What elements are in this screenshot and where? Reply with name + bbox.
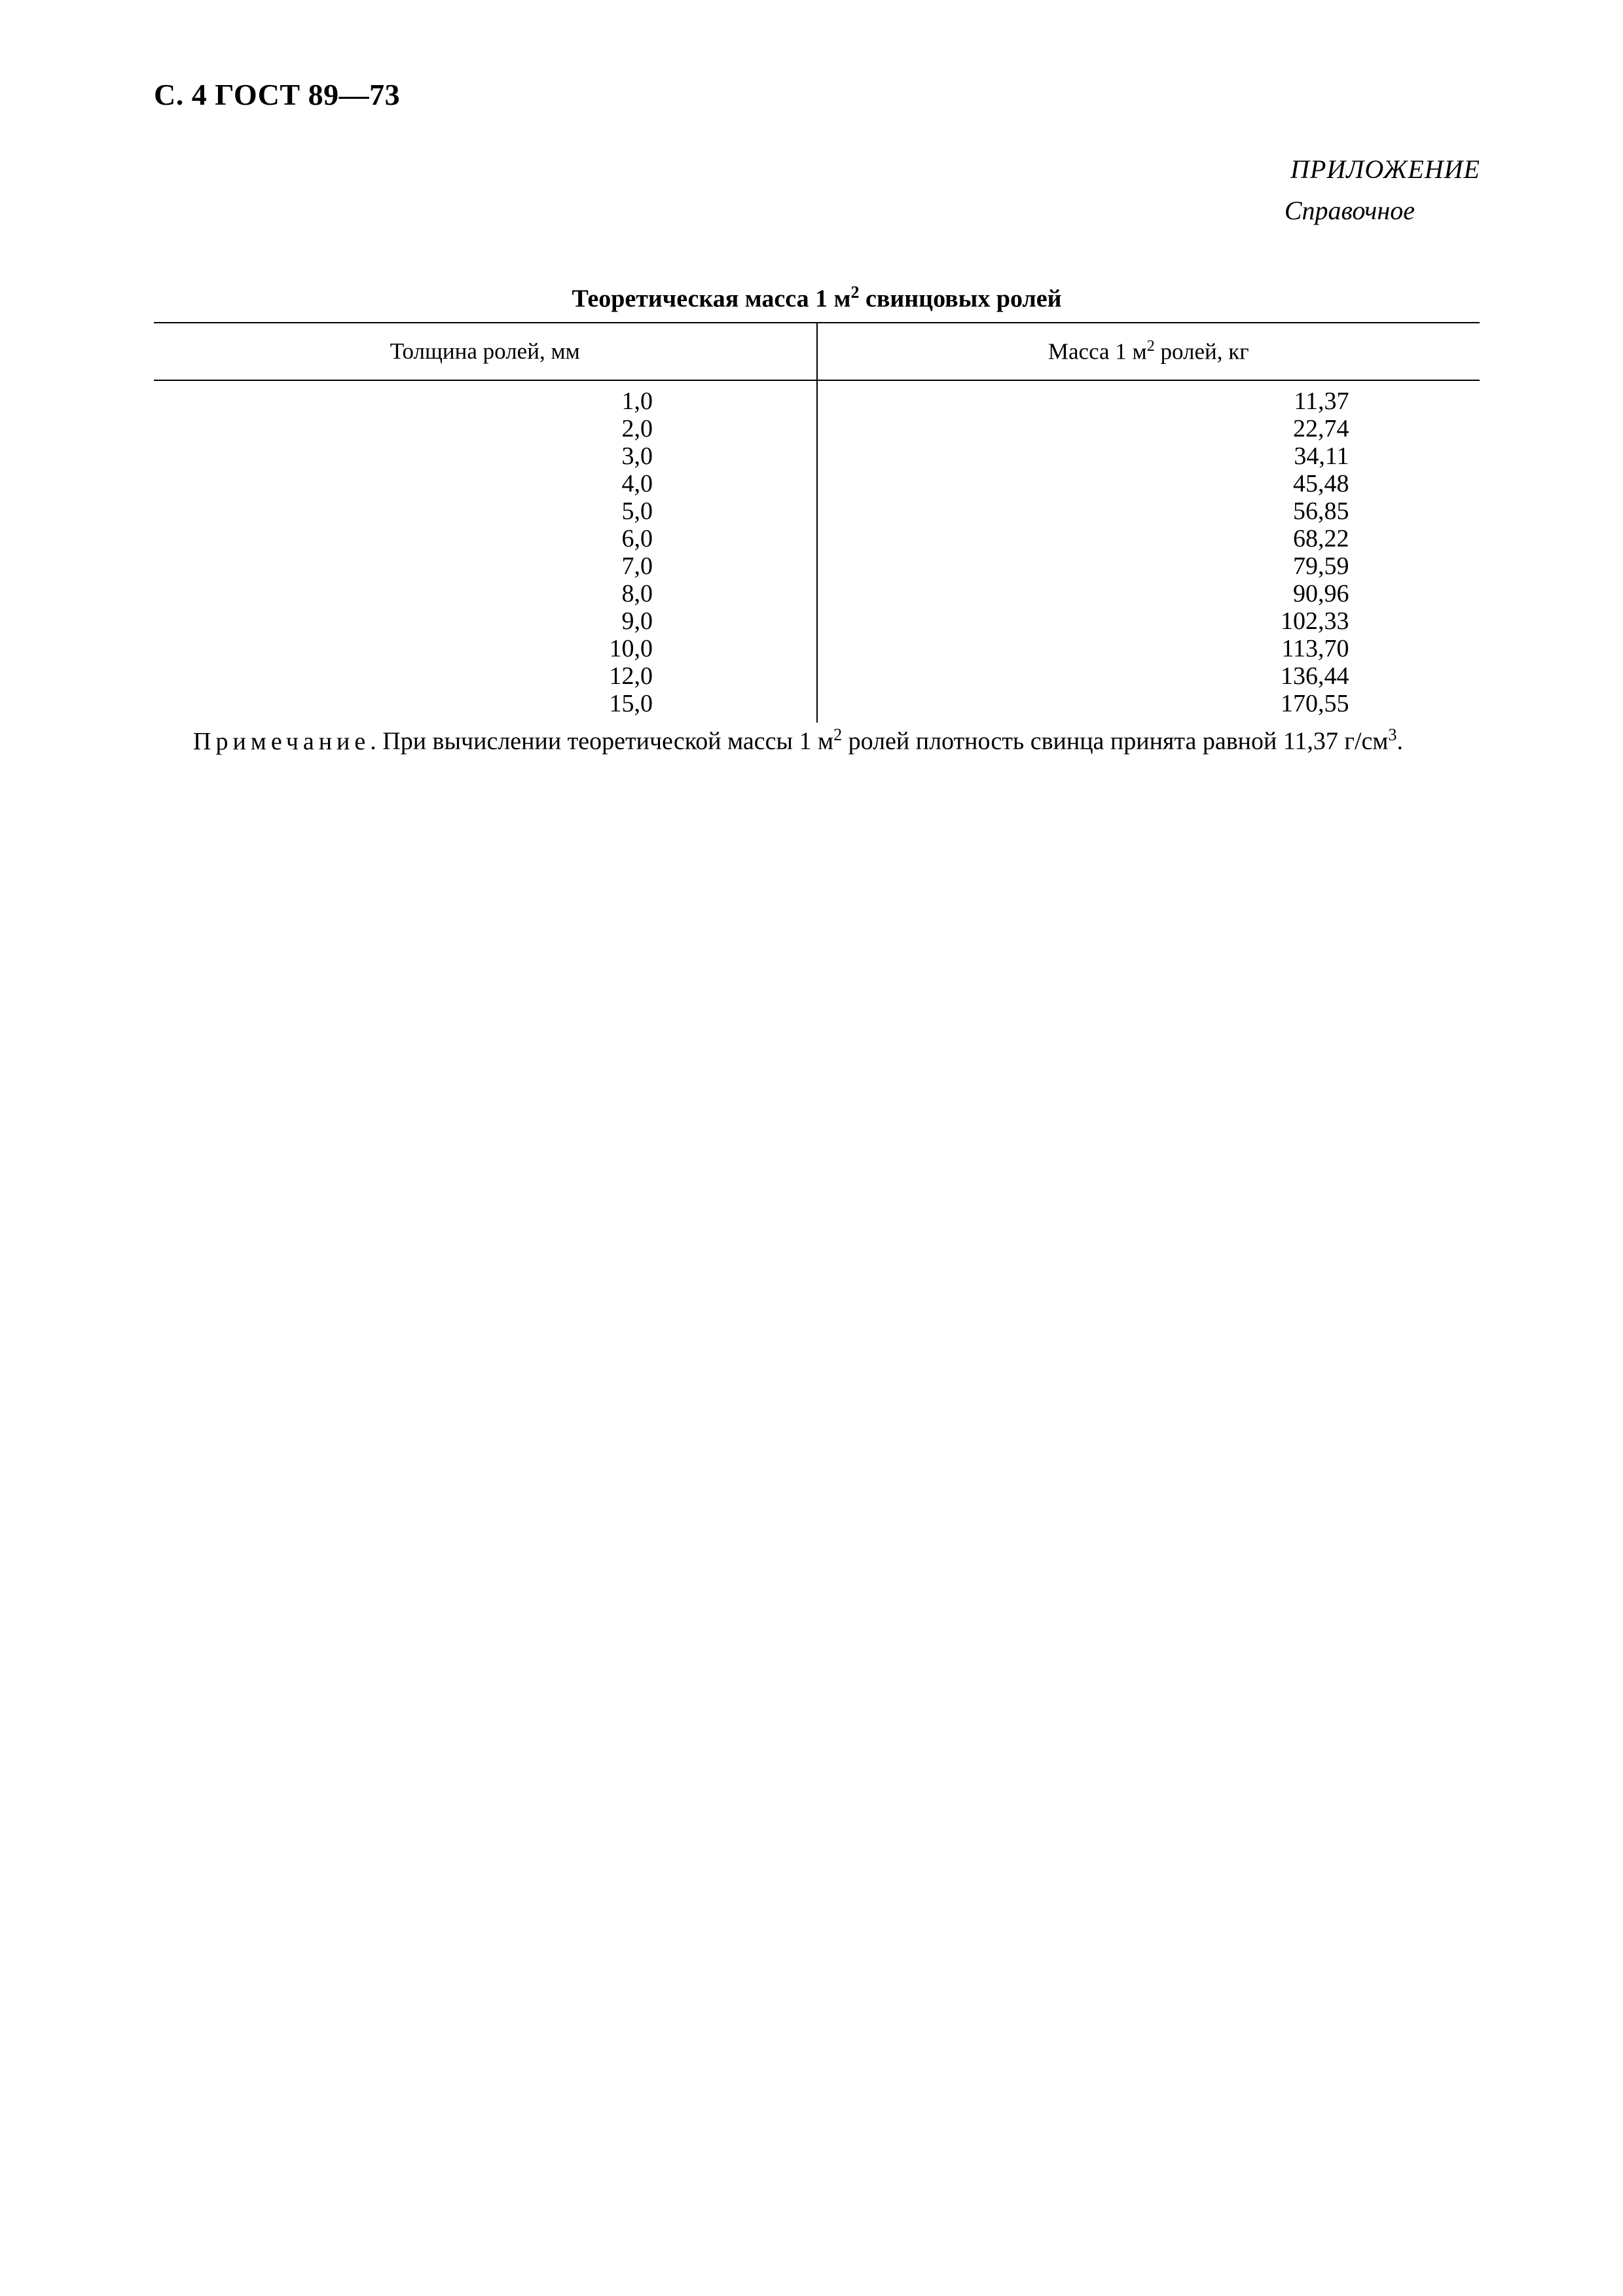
mass-value: 136,44: [1281, 662, 1349, 690]
mass-cell: [817, 497, 1480, 525]
table-row: [154, 662, 1480, 690]
mass-value: 102,33: [1281, 607, 1349, 635]
note: [154, 720, 1480, 757]
thickness-value: 15,0: [609, 690, 653, 717]
mass-cell: [817, 607, 1480, 635]
thickness-cell: [154, 662, 817, 690]
thickness-cell: [154, 690, 817, 723]
thickness-value: 1,0: [621, 387, 653, 415]
mass-cell: [817, 690, 1480, 723]
thickness-cell: [154, 380, 817, 415]
table-row: [154, 380, 1480, 415]
thickness-value: 6,0: [621, 525, 653, 552]
note-text-end: .: [1396, 727, 1403, 755]
table-title-superscript: 2: [850, 283, 860, 302]
mass-value: 79,59: [1293, 552, 1349, 580]
thickness-value: 9,0: [621, 607, 653, 635]
mass-value: 22,74: [1293, 415, 1349, 442]
table-body: [154, 380, 1480, 723]
note-text: . При вычислении теоретической массы 1 м: [370, 727, 834, 755]
thickness-value: 2,0: [621, 415, 653, 442]
mass-cell: [817, 380, 1480, 415]
thickness-cell: [154, 415, 817, 442]
note-superscript-area: 2: [833, 725, 843, 744]
appendix-block: [1285, 152, 1480, 228]
mass-cell: [817, 635, 1480, 662]
note-label: Примечание: [193, 727, 371, 755]
column-header-mass-text: Масса 1 м: [1048, 338, 1147, 365]
table-row: [154, 525, 1480, 552]
mass-value: 90,96: [1293, 580, 1349, 607]
table-title-text: Теоретическая масса 1 м: [572, 285, 851, 313]
mass-value: 56,85: [1293, 497, 1349, 525]
thickness-cell: [154, 580, 817, 607]
table-title: [154, 283, 1480, 314]
thickness-value: 5,0: [621, 497, 653, 525]
table-header-row: [154, 323, 1480, 380]
thickness-value: 4,0: [621, 470, 653, 497]
mass-cell: [817, 580, 1480, 607]
table-row: [154, 415, 1480, 442]
column-header-mass: [817, 323, 1480, 380]
thickness-value: 8,0: [621, 580, 653, 607]
thickness-cell: [154, 470, 817, 497]
note-text-continued: ролей плотность свинца принята равной 11,37 г/см: [842, 727, 1389, 755]
mass-value: 113,70: [1281, 635, 1349, 662]
thickness-value: 12,0: [609, 662, 653, 690]
thickness-cell: [154, 607, 817, 635]
table-title-text-end: свинцовых ролей: [859, 285, 1062, 313]
mass-cell: [817, 525, 1480, 552]
mass-cell: [817, 442, 1480, 470]
mass-cell: [817, 662, 1480, 690]
thickness-cell: [154, 635, 817, 662]
thickness-cell: [154, 497, 817, 525]
thickness-cell: [154, 525, 817, 552]
table-row: [154, 552, 1480, 580]
table-row: [154, 470, 1480, 497]
mass-cell: [817, 415, 1480, 442]
column-header-mass-superscript: 2: [1146, 338, 1155, 355]
mass-value: 34,11: [1294, 442, 1349, 470]
thickness-value: 3,0: [621, 442, 653, 470]
table-row: [154, 442, 1480, 470]
thickness-cell: [154, 442, 817, 470]
appendix-kind: Справочное: [1284, 196, 1415, 225]
mass-table: [154, 322, 1480, 723]
mass-value: 68,22: [1293, 525, 1349, 552]
mass-value: 45,48: [1293, 470, 1349, 497]
note-superscript-volume: 3: [1388, 725, 1397, 744]
table-row: [154, 635, 1480, 662]
appendix-label: ПРИЛОЖЕНИЕ: [1290, 154, 1480, 184]
mass-value: 170,55: [1281, 690, 1349, 717]
thickness-value: 10,0: [609, 635, 653, 662]
thickness-cell: [154, 552, 817, 580]
column-header-thickness: Толщина ролей, мм: [154, 323, 817, 380]
table-row: [154, 497, 1480, 525]
column-header-mass-unit: ролей, кг: [1154, 338, 1249, 365]
mass-value: 11,37: [1294, 387, 1349, 415]
thickness-value: 7,0: [621, 552, 653, 580]
table-row: [154, 580, 1480, 607]
mass-cell: [817, 552, 1480, 580]
mass-cell: [817, 470, 1480, 497]
page-header: С. 4 ГОСТ 89—73: [154, 78, 401, 111]
table-row: [154, 607, 1480, 635]
table-row: [154, 690, 1480, 723]
